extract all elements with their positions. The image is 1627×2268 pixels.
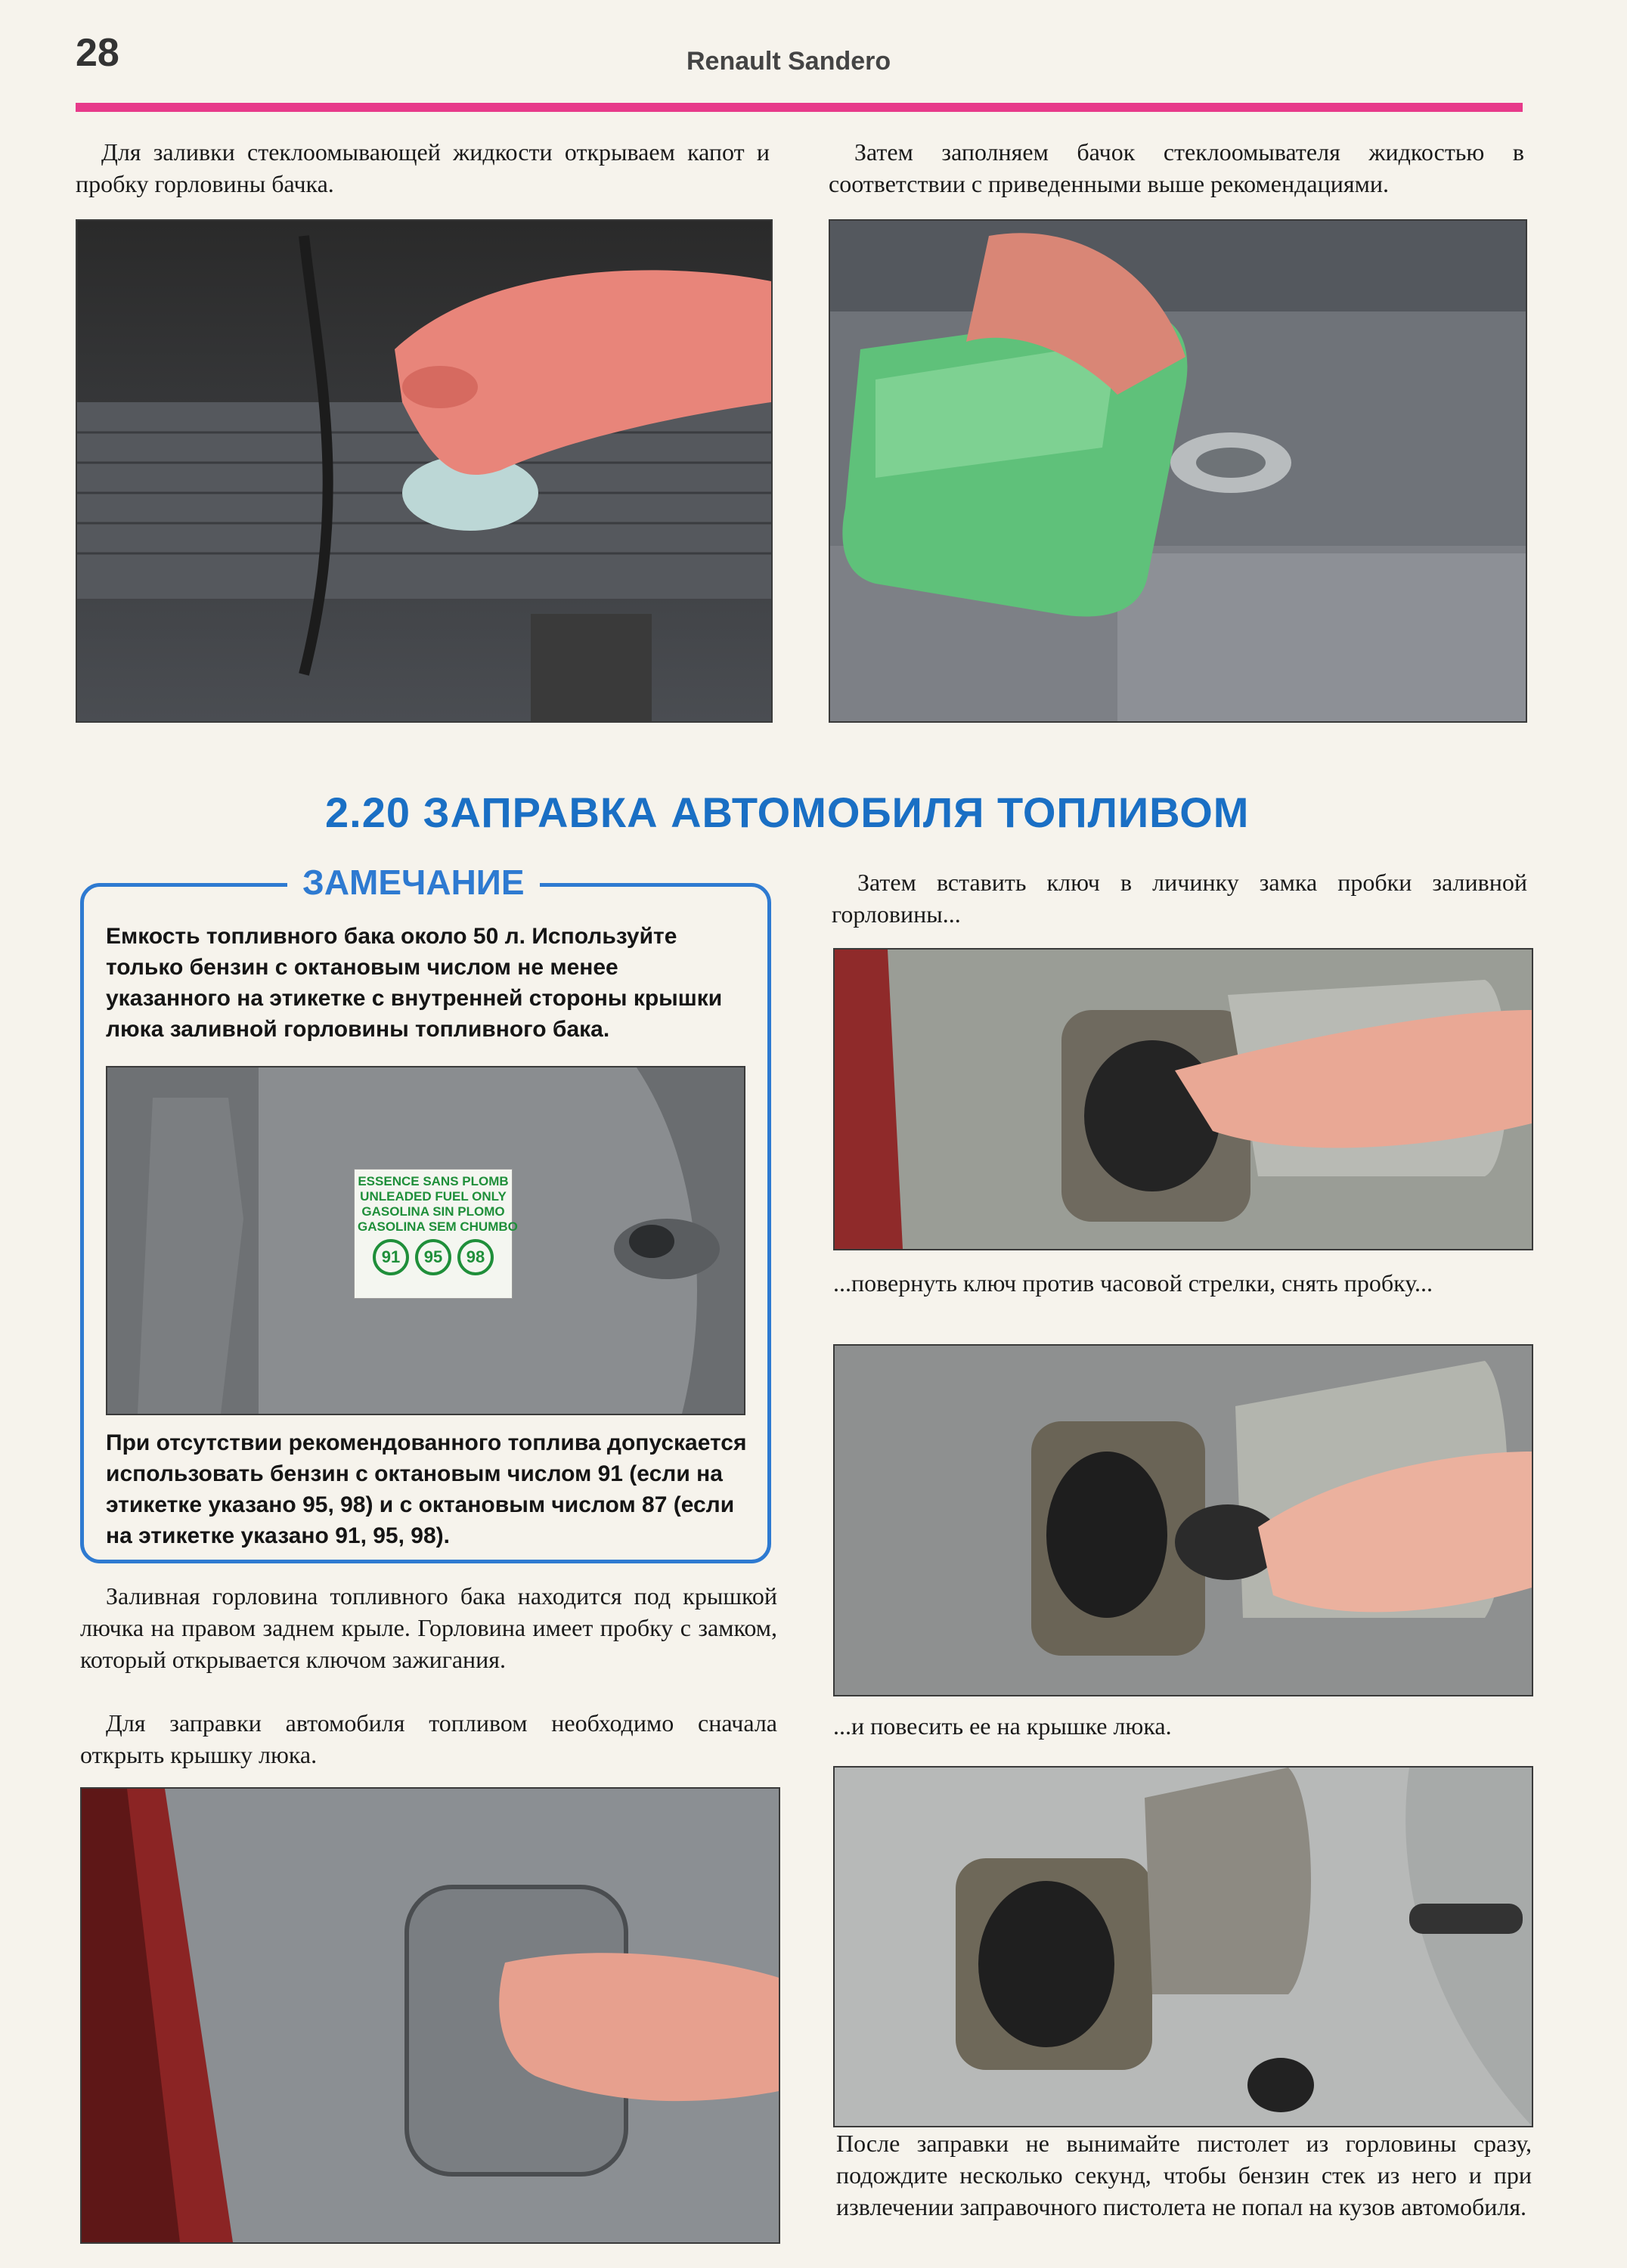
step-turn-key: ...повернуть ключ против часовой стрелки, снять пробку... xyxy=(833,1269,1433,1297)
octane-badge: 98 xyxy=(457,1239,494,1275)
step-hang-cap: ...и повесить ее на крышке люка. xyxy=(833,1712,1172,1740)
fuel-label-line: ESSENCE SANS PLOMB xyxy=(358,1174,509,1188)
octane-badge: 95 xyxy=(415,1239,451,1275)
step-insert-key: Затем вставить ключ в личинку замка пробки заливной горловины... xyxy=(832,869,1527,928)
note-text-alternatives: При отсутствии рекомендованного топлива допускается использовать бензин с октановым числом 91 (если на этикетке указано 95, 98) и с октановым числом 87 (если на этикетке указано 91, 95, 98). xyxy=(106,1430,747,1548)
octane-badges xyxy=(358,1239,509,1275)
photo-cap-hung xyxy=(833,1766,1533,2127)
photo-insert-key xyxy=(833,948,1533,1250)
intro-right: Затем заполняем бачок стеклоомывателя жидкостью в соответствии с приведенными выше рекомендациями. xyxy=(829,138,1524,197)
header-rule xyxy=(76,103,1523,112)
section-title: 2.20 ЗАПРАВКА АВТОМОБИЛЯ ТОПЛИВОМ xyxy=(325,789,1250,836)
octane-badge: 91 xyxy=(373,1239,409,1275)
page-number: 28 xyxy=(76,31,119,75)
fuel-label-line: GASOLINA SEM CHUMBO xyxy=(358,1219,518,1234)
intro-left: Для заливки стеклоомывающей жидкости открываем капот и пробку горловины бачка. xyxy=(76,138,770,197)
closing-advice: После заправки не вынимайте пистолет из горловины сразу, подождите несколько секунд, чтобы бензин стек из него и при извлечении заправочного пистолета не попал на кузов автомобиля. xyxy=(836,2130,1532,2220)
body-open-flap: Для заправки автомобиля топливом необходимо сначала открыть крышку люка. xyxy=(80,1709,777,1768)
body-fuel-neck: Заливная горловина топливного бака находится под крышкой лючка на правом заднем крыле. Горловина имеет пробку с замком, который открывается ключом зажигания. xyxy=(80,1582,777,1673)
note-title: ЗАМЕЧАНИЕ xyxy=(287,862,540,903)
photo-remove-cap xyxy=(833,1344,1533,1696)
note-text-capacity: Емкость топливного бака около 50 л. Используйте только бензин с октановым числом не менее указанного на этикетке с внутренней стороны крышки люка заливной горловины топливного бака. xyxy=(106,924,723,1042)
photo-open-flap xyxy=(80,1787,780,2244)
fuel-label-line: GASOLINA SIN PLOMO xyxy=(361,1204,505,1219)
fuel-grade-label xyxy=(354,1169,518,1299)
photo-washer-cap xyxy=(76,219,773,723)
fuel-label-line: UNLEADED FUEL ONLY xyxy=(360,1189,507,1204)
photo-pour-fluid xyxy=(829,219,1527,723)
running-title: Renault Sandero xyxy=(686,47,891,76)
